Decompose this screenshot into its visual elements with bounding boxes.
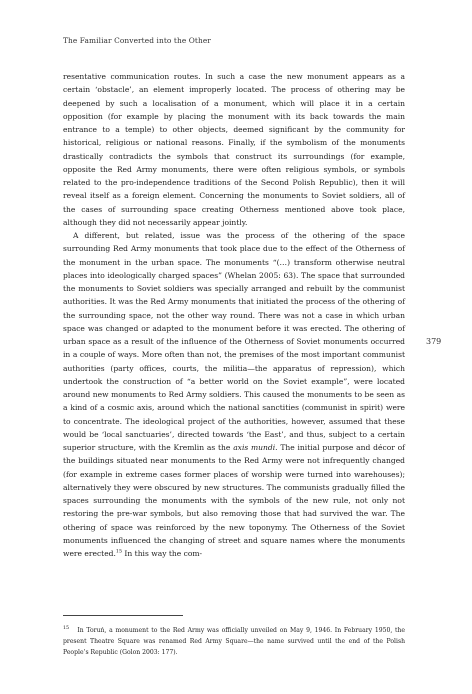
footnote xyxy=(63,625,405,659)
paragraph-1: resentative communication routes. In such a case the new monument appears as a certain ‘obstacle’, an element improperly located. The process of othering may be deepened by such a localisation of a monument, which will place it in a certain opposition (for example by placing the monument with its back towards the main entrance to a temple) to other objects, deemed significant by the community for historical, religious or national reasons. Finally, if the symbolism of the monuments drastically contradicts the symbols that construct its surroundings (for example, opposite the Red Army monuments, there were often religious symbols, or symbols related to the pro-independence traditions of the Second Polish Republic), then it will reveal itself as a foreign element. Concerning the monuments to Soviet soldiers, all of the cases of surrounding space creating Otherness mentioned above took place, although they did not necessarily appear jointly. xyxy=(63,72,405,227)
footnote-divider xyxy=(63,615,183,616)
page-number: 379 xyxy=(426,337,442,346)
paragraph-2-part-2: . The initial purpose and décor of the buildings situated near monuments to the Red Army were not infrequently changed (for example in extreme cases former places of worship were turned into warehouses); alternatively they were obscured by new structures. The communists gradually filled the spaces surrounding the monuments with the symbols of the new rule, not only not restoring the pre-war symbols, but also removing those that had survived the war. The othering of space was reinforced by the new toponymy. The Otherness of the Soviet monuments influenced the changing of street and square names where the monuments were erected. xyxy=(63,443,405,558)
paragraph-2 xyxy=(63,229,405,560)
body-text xyxy=(63,70,405,560)
footnote-number: 15 xyxy=(63,625,70,631)
footnote-reference[interactable]: 15 xyxy=(115,549,123,555)
paragraph-2-part-1: A different, but related, issue was the process of the othering of the space surrounding Red Army monuments that took place due to the effect of the Otherness of the monument in the urban space. The monuments “(…) transform otherwise neutral places into ideologically charged spaces” (Whelan 2005: 63). The space that surrounded the monuments to Soviet soldiers was specially arranged and rebuilt by the communist authorities. It was the Red Army monuments that initiated the process of the othering of the surrounding space, not the other way round. There was not a case in which urban space was changed or adapted to the monument before it was erected. The othering of urban space as a result of the influence of the Otherness of Soviet monuments occurred in a couple of ways. More often than not, the premises of the most important communist authorities (party offices, courts, the militia—the apparatus of repression), which undertook the construction of “a better world on the Soviet example”, were located around new monuments to Red Army soldiers. This caused the monuments to be seen as a kind of a cosmic axis, around which the national sanctities (communist in spirit) were to concentrate. The ideological project of the authorities, however, assumed that these would be ‘local sanctuaries’, directed towards ‘the East’, and thus, subject to a certain superior structure, with the Kremlin as the xyxy=(63,231,405,452)
axis-mundi-italic: axis mundi xyxy=(233,443,276,452)
footnote-text: In Toruń, a monument to the Red Army was officially unveiled on May 9, 1946. In February 1950, the present Theatre Square was renamed Red Army Square—the name survived until the end of the Polish People’s Republic (Golon 2003: 177). xyxy=(63,627,405,657)
paragraph-2-tail: In this way the com- xyxy=(122,549,203,558)
running-head: The Familiar Converted into the Other xyxy=(63,36,211,45)
